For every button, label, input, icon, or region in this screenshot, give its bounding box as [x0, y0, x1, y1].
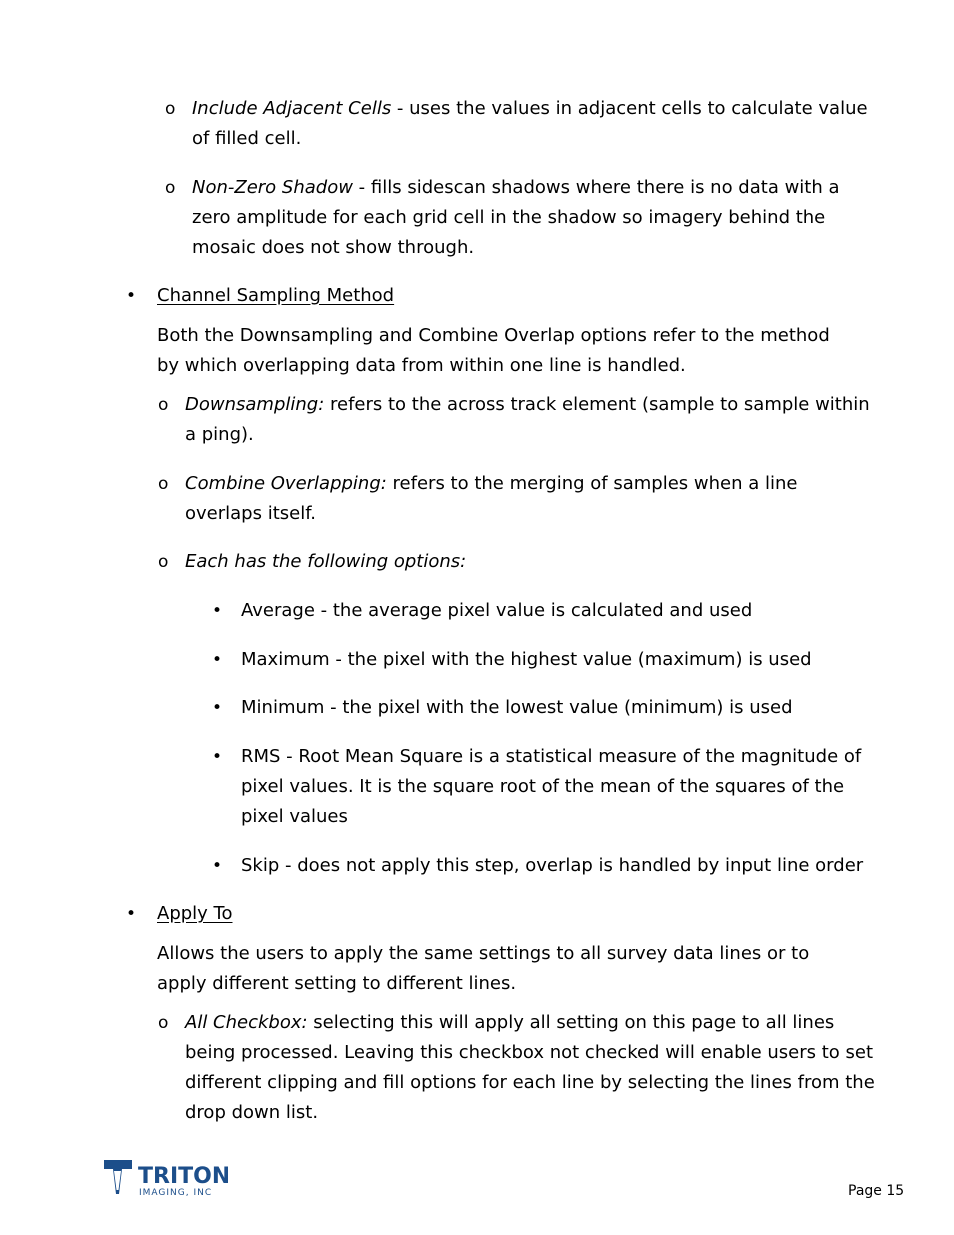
bullet-icon: •: [212, 698, 223, 718]
bullet-icon: •: [212, 601, 223, 621]
circle-bullet-icon: o: [165, 178, 176, 198]
page-number: Page 15: [848, 1183, 905, 1199]
circle-bullet-icon: o: [158, 474, 169, 494]
term: Combine Overlapping:: [185, 473, 387, 494]
downsampling-item: [185, 390, 875, 450]
option-item-skip: Skip - does not apply this step, overlap is handled by input line order: [241, 855, 864, 876]
bullet-icon: •: [212, 650, 223, 670]
description: - fills sidescan shadows where there is no data with a zero amplitude for each grid cell in the shadow so imagery behind the mosaic does not show through.: [192, 177, 840, 258]
term: Include Adjacent Cells: [192, 98, 392, 119]
triton-logo-mark-icon: [103, 1157, 228, 1201]
apply-to-intro: Allows the users to apply the same settings to all survey data lines or to apply different setting to different lines.: [157, 943, 810, 994]
term: Non-Zero Shadow: [192, 177, 353, 198]
logo-wordmark: TRITON: [138, 1164, 228, 1189]
channel-sampling-heading: Channel Sampling Method: [157, 285, 395, 306]
option-item-maximum: Maximum - the pixel with the highest value (maximum) is used: [241, 649, 812, 670]
term: Downsampling:: [185, 394, 325, 415]
options-heading: Each has the following options:: [185, 551, 467, 572]
all-checkbox-item: [185, 1008, 875, 1128]
option-item-rms: RMS - Root Mean Square is a statistical measure of the magnitude of pixel values. It is the square root of the mean of the squares of the pixel values: [241, 746, 862, 827]
circle-bullet-icon: o: [158, 552, 169, 572]
circle-bullet-icon: o: [158, 395, 169, 415]
logo-subtitle: IMAGING, INC: [139, 1188, 213, 1198]
non-zero-shadow-item: [192, 173, 882, 263]
bullet-icon: •: [212, 856, 223, 876]
circle-bullet-icon: o: [165, 99, 176, 119]
bullet-icon: •: [126, 286, 137, 306]
bullet-icon: •: [126, 904, 137, 924]
channel-sampling-intro: Both the Downsampling and Combine Overlap options refer to the method by which overlapping data from within one line is handled.: [157, 325, 830, 376]
term: All Checkbox:: [185, 1012, 308, 1033]
triton-imaging-logo: [103, 1157, 228, 1201]
bullet-icon: •: [212, 747, 223, 767]
description: selecting this will apply all setting on this page to all lines being processed. Leaving this checkbox not checked will enable users to set different clipping and fill options for each line by selecting the lines from the drop down list.: [185, 1012, 875, 1123]
apply-to-heading: Apply To: [157, 903, 233, 924]
option-item-minimum: Minimum - the pixel with the lowest value (minimum) is used: [241, 697, 793, 718]
option-item-average: Average - the average pixel value is calculated and used: [241, 600, 753, 621]
circle-bullet-icon: o: [158, 1013, 169, 1033]
combine-overlapping-item: [185, 469, 875, 529]
description: - uses the values in adjacent cells to calculate value of filled cell.: [192, 98, 868, 149]
description: refers to the merging of samples when a line overlaps itself.: [185, 473, 798, 524]
description: refers to the across track element (sample to sample within a ping).: [185, 394, 870, 445]
include-adjacent-cells-item: [192, 94, 882, 154]
